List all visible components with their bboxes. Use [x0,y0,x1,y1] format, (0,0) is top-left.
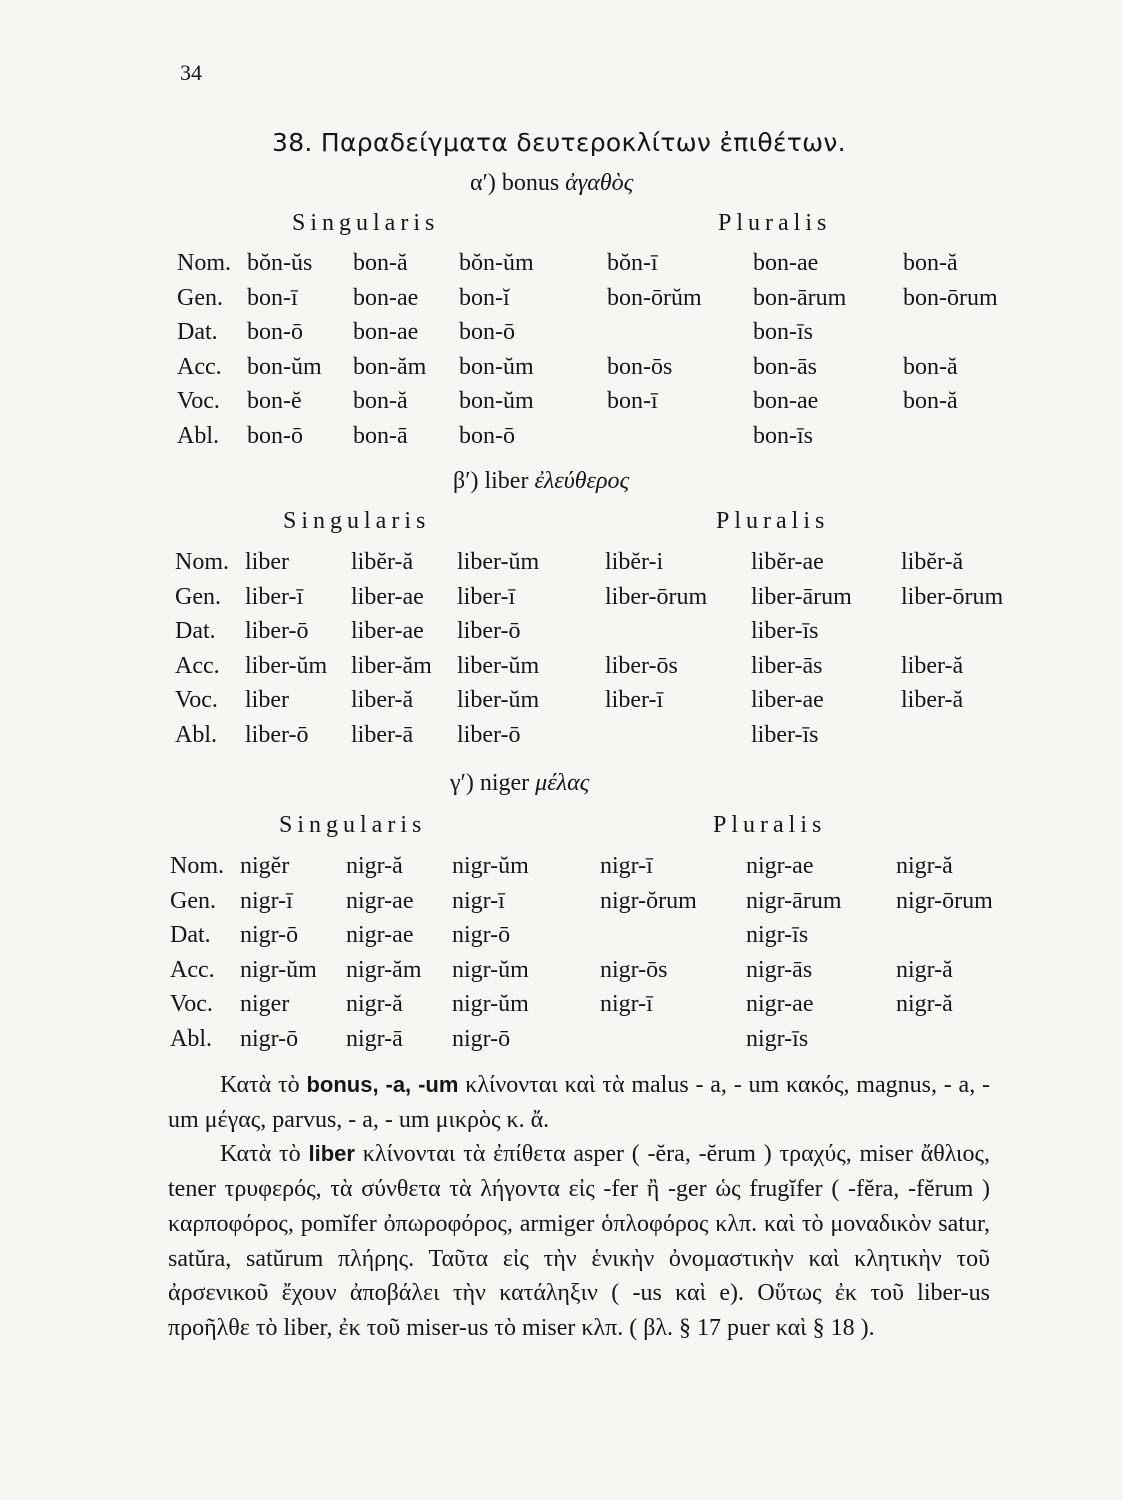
table-cell: liber-ō [245,721,309,748]
table-cell: bon-ae [353,284,419,311]
table-cell: bon-ōs [607,353,673,380]
table-cell [600,918,746,953]
table-cell: liber-ī [457,583,516,610]
table-row [175,614,1041,649]
paragraph-bonus-text-1: Κατὰ τὸ [220,1072,307,1098]
paragraph-liber-text-2: κλίνονται τὰ ἐπίθετα asper ( -ĕra, -ĕrum ) τραχύς, miser ἄθλιος, tener τρυφερός, τὰ σύνθετα τὰ λήγοντα εἰς -fer ἢ -ger ὡς frugĭfer ( -fĕra, -fĕrum ) καρποφόρος, pomĭfer ὀπωροφόρος, armiger ὁπλοφόρος κλπ. καὶ τὸ μοναδικὸν satur, satŭra, satŭrum πλήρης. Ταῦτα εἰς τὴν ἑνικὴν ὀνομαστικὴν καὶ κλητικὴν τοῦ ἀρσενικοῦ ἔχουν ἀποβάλει τὴν κατάληξιν ( -us καὶ e). Οὕτως ἐκ τοῦ liber-us προῆλθε τὸ liber, ἐκ τοῦ miser-us τὸ miser κλπ. ( βλ. § 17 puer καὶ § 18 ). [168,1141,990,1341]
paradigm-marker: α′) [470,170,502,196]
table-row [177,419,1043,454]
table-row [170,884,1036,919]
table-cell: liber-īs [751,618,819,645]
paragraph-liber [168,1137,990,1345]
table-cell: nigr-īs [746,1025,809,1052]
table-cell: liber-ā [351,721,414,748]
pluralis-header: Pluralis [716,508,830,534]
paragraph-liber-keyword: liber [308,1141,355,1167]
table-cell: nigĕr [240,853,290,879]
table-cell: bon-ō [459,422,515,449]
table-cell: liber-ī [245,583,304,610]
table-cell: liber-ō [245,618,309,645]
case-label: Gen. [170,887,216,914]
table-cell: liber-ī [605,687,664,714]
table-cell: liber-ōs [605,652,678,679]
table-row [170,918,1036,953]
table-cell: bon-ae [353,319,419,346]
case-label: Nom. [170,853,224,879]
table-cell: liber-ārum [751,583,852,610]
paragraph-bonus [168,1068,990,1137]
table-cell: liber-ae [351,583,424,610]
table-cell: libĕr-ă [901,549,964,575]
table-cell: nigr-ŭm [240,956,317,983]
table-cell: bon-ă [903,388,958,415]
table-cell: bon-ō [459,319,515,346]
table-cell: bon-ă [903,250,958,276]
paradigm-greek: ἐλεύθερος [534,468,630,494]
paradigm-latin: niger [479,770,536,796]
table-cell: nigr-ă [896,853,953,879]
case-label: Gen. [177,284,223,311]
table-cell: nigr-ō [240,1025,299,1052]
table-cell: nigr-ŏrum [600,887,697,914]
table-cell: liber-ă [351,687,414,714]
table-cell: liber-ăm [351,652,432,679]
table-cell: liber-ă [901,687,964,714]
table-cell: bon-ŭm [459,353,534,380]
table-row [170,849,1036,884]
table-cell: nigr-ŭm [452,853,529,879]
declension-table-niger [170,849,1036,1057]
table-cell: nigr-ă [896,956,953,983]
table-cell: bon-ă [353,250,408,276]
case-label: Voc. [175,687,218,714]
paradigm-greek: μέλας [535,770,590,796]
table-cell: liber-ō [457,721,521,748]
case-label: Dat. [177,319,218,346]
table-cell [903,315,1043,350]
table-row [177,281,1043,316]
case-label: Acc. [170,956,215,983]
table-cell [901,718,1041,753]
singularis-header: Singularis [292,210,440,236]
table-cell: nigr-ī [600,991,653,1018]
table-cell: nigr-ăm [346,956,422,983]
table-cell: nigr-ō [452,922,511,949]
table-cell [896,918,1036,953]
table-cell [901,614,1041,649]
table-cell: libĕr-ae [751,549,824,575]
table-cell: nigr-ī [240,887,293,914]
table-cell: nigr-ōrum [896,887,993,914]
table-cell: bŏn-ŭm [459,250,534,276]
paragraph-bonus-text-2: κλίνονται καὶ τὰ malus - a, - um κακός, magnus, - a, - um μέγας, parvus, - a, - um μικρὸς κ. ἄ. [168,1072,990,1133]
table-cell: nigr-ās [746,956,813,983]
table-cell: bŏn-ŭs [247,250,313,276]
table-cell: liber-ŭm [457,652,540,679]
table-cell: nigr-ī [452,887,505,914]
table-cell: nigr-ŭm [452,991,529,1018]
case-label: Gen. [175,583,221,610]
table-cell: bon-ī [607,388,658,415]
case-label: Voc. [177,388,220,415]
table-cell: bon-ōrum [903,284,998,311]
table-cell: nigr-ārum [746,887,842,914]
table-cell [903,419,1043,454]
table-cell: bon-ĕ [247,388,302,415]
case-label: Nom. [177,250,231,276]
case-label: Abl. [175,721,217,748]
table-cell: bon-ōrŭm [607,284,702,311]
commentary [168,1068,990,1346]
table-cell: liber-ōrum [605,583,708,610]
table-cell: liber-ă [901,652,964,679]
paragraph-bonus-keyword: bonus, -a, -um [306,1072,459,1097]
table-cell: liber [245,687,289,714]
table-row [177,384,1043,419]
table-cell: liber-ōrum [901,583,1004,610]
table-cell: bon-ae [753,388,819,415]
table-cell: bon-ārum [753,284,847,311]
table-cell: nigr-ō [452,1025,511,1052]
table-row [170,1022,1036,1057]
table-cell: liber-ās [751,652,823,679]
table-row [177,246,1043,281]
table-cell: nigr-ae [346,887,414,914]
table-row [170,987,1036,1022]
table-cell [600,1022,746,1057]
table-cell: bon-ī [247,284,298,311]
table-cell: liber-ō [457,618,521,645]
table-row [175,580,1041,615]
table-cell: nigr-ae [346,922,414,949]
paradigm-marker: β′) [453,468,485,494]
page-number: 34 [180,60,202,85]
table-cell: liber-ae [351,618,424,645]
table-row [175,649,1041,684]
case-label: Dat. [170,922,211,949]
table-cell: nigr-ŭm [452,956,529,983]
table-cell: libĕr-ă [351,549,414,575]
table-cell: liber-ŭm [457,549,540,575]
singularis-header: Singularis [283,508,431,534]
table-cell: nigr-īs [746,922,809,949]
paradigm-latin: liber [484,468,535,494]
declension-table-bonus [177,246,1043,454]
table-cell: nigr-ă [346,991,403,1018]
table-row [175,718,1041,753]
paragraph-liber-text-1: Κατὰ τὸ [220,1141,309,1168]
paradigm-title-liber [453,468,629,495]
paradigm-greek: ἀγαθὸς [565,170,634,196]
table-cell: bon-ō [247,422,303,449]
table-cell: nigr-ă [346,853,403,879]
table-cell: bon-īs [753,319,813,346]
case-label: Nom. [175,549,229,575]
table-cell: bon-ō [247,319,303,346]
table-cell: libĕr-i [605,549,664,575]
paradigm-latin: bonus [501,170,566,196]
table-cell: liber-īs [751,721,819,748]
case-label: Acc. [177,353,222,380]
table-cell: nigr-ī [600,853,653,879]
table-cell: bon-ĭ [459,284,510,311]
case-label: Abl. [177,422,219,449]
table-cell [607,315,753,350]
pluralis-header: Pluralis [713,812,827,838]
table-cell [605,614,751,649]
table-cell: liber-ŭm [457,687,540,714]
pluralis-header: Pluralis [718,210,832,236]
table-cell: nigr-ae [746,991,814,1018]
table-cell [605,718,751,753]
table-cell: nigr-ā [346,1025,403,1052]
table-row [177,350,1043,385]
paradigm-title-bonus [470,170,633,197]
case-label: Dat. [175,618,216,645]
case-label: Abl. [170,1025,212,1052]
table-cell: bon-ŭm [459,388,534,415]
table-row [170,953,1036,988]
case-label: Acc. [175,652,220,679]
table-cell: nigr-ă [896,991,953,1018]
table-cell: liber-ŭm [245,652,328,679]
table-cell: nigr-ae [746,853,814,879]
table-row [177,315,1043,350]
paradigm-title-niger [450,770,589,797]
singularis-header: Singularis [279,812,427,838]
table-cell: nigr-ō [240,922,299,949]
case-label: Voc. [170,991,213,1018]
table-cell: bon-ă [353,388,408,415]
table-cell: bon-ā [353,422,408,449]
table-row [175,545,1041,580]
table-cell: bon-ă [903,353,958,380]
table-cell: bŏn-ī [607,250,658,276]
table-cell: bon-ae [753,250,819,276]
table-cell: liber [245,549,289,575]
table-cell [607,419,753,454]
table-cell: bon-īs [753,422,813,449]
table-cell [896,1022,1036,1057]
table-row [175,683,1041,718]
table-cell: bon-ās [753,353,817,380]
table-cell: niger [240,991,290,1018]
table-cell: nigr-ōs [600,956,668,983]
paradigm-marker: γ′) [450,770,480,796]
declension-table-liber [175,545,1041,753]
section-title: 38. Παραδείγματα δευτεροκλίτων ἐπιθέτων. [272,128,846,157]
table-cell: bon-ăm [353,353,427,380]
table-cell: bon-ŭm [247,353,322,380]
table-cell: liber-ae [751,687,824,714]
